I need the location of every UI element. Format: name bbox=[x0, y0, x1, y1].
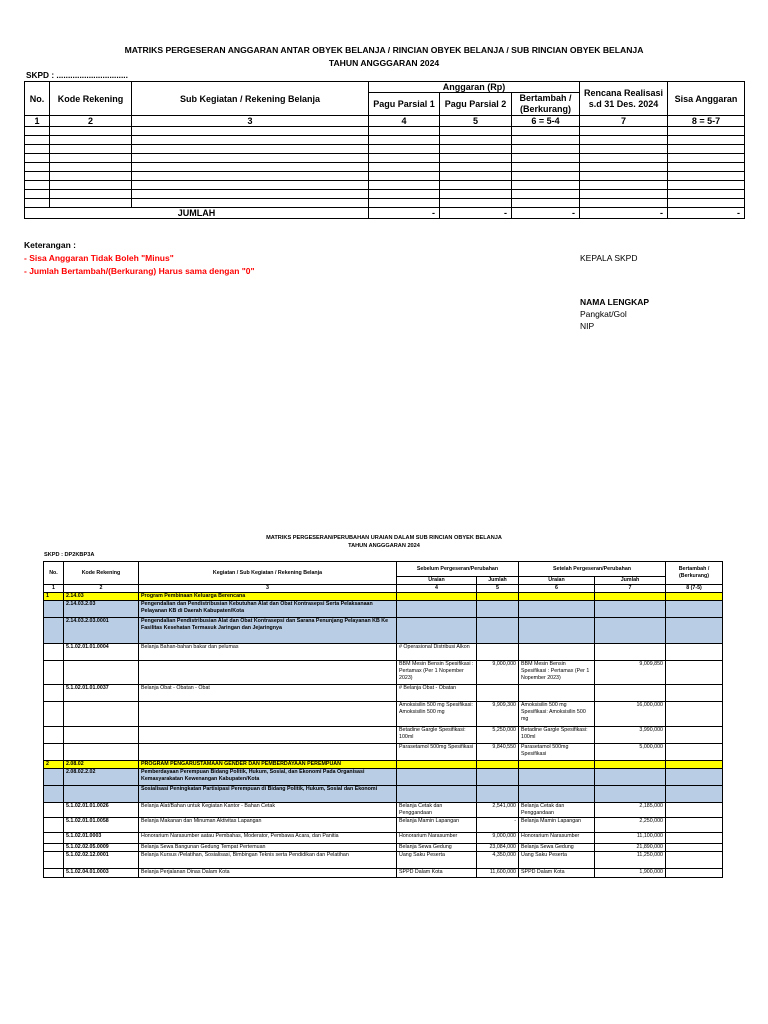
row-kode-rekening: 5.1.02.01.01.0058 bbox=[64, 817, 139, 832]
row-no: 2 bbox=[44, 760, 64, 768]
row-selisih bbox=[666, 592, 723, 600]
row-uraian-setelah bbox=[519, 760, 595, 768]
row-jumlah-setelah bbox=[595, 600, 666, 617]
row-uraian-setelah bbox=[519, 785, 595, 802]
row-uraian-sebelum: Belanja Sewa Gedung bbox=[397, 843, 477, 851]
row-jumlah-setelah: 5,000,000 bbox=[595, 743, 666, 760]
row-kegiatan bbox=[139, 743, 397, 760]
top-title: MATRIKS PERGESERAN ANGGARAN ANTAR OBYEK BELANJA / RINCIAN OBYEK BELANJA / SUB RINCIAN OBYEK BELANJA bbox=[124, 45, 644, 55]
row-selisih bbox=[666, 743, 723, 760]
empty-row bbox=[25, 145, 745, 154]
row-kode-rekening: 5.1.02.02.05.0009 bbox=[64, 843, 139, 851]
row-uraian-setelah: Belanja Mamin Lapangan bbox=[519, 817, 595, 832]
row-jumlah-sebelum: - bbox=[477, 817, 519, 832]
signature-nip: NIP bbox=[580, 321, 595, 331]
row-uraian-sebelum: Honorarium Narasumber bbox=[397, 832, 477, 843]
row-selisih bbox=[666, 843, 723, 851]
jumlah-row bbox=[25, 208, 745, 219]
row-jumlah-sebelum: 4,350,000 bbox=[477, 851, 519, 868]
row-no bbox=[44, 726, 64, 743]
row-kegiatan bbox=[139, 660, 397, 684]
col-num: 2 bbox=[50, 116, 132, 127]
row-uraian-sebelum: SPPD Dalam Kota bbox=[397, 868, 477, 877]
table-row bbox=[44, 802, 723, 817]
row-kegiatan: Belanja Perjalanan Dinas Dalam Kota bbox=[139, 868, 397, 877]
top-skpd-label: SKPD : ............................... bbox=[26, 70, 128, 80]
row-uraian-setelah: Betadine Gargle Spesifikasi: 100ml bbox=[519, 726, 595, 743]
row-kegiatan: Belanja Sewa Bangunan Gedung Tempat Pertemuan bbox=[139, 843, 397, 851]
table-row bbox=[44, 843, 723, 851]
table-row bbox=[44, 600, 723, 617]
row-jumlah-sebelum bbox=[477, 768, 519, 785]
row-uraian-sebelum bbox=[397, 760, 477, 768]
row-uraian-setelah bbox=[519, 768, 595, 785]
row-no bbox=[44, 743, 64, 760]
table-row bbox=[44, 684, 723, 701]
row-jumlah-setelah: 11,250,000 bbox=[595, 851, 666, 868]
row-jumlah-sebelum bbox=[477, 600, 519, 617]
col-num: 1 bbox=[25, 116, 50, 127]
row-no bbox=[44, 701, 64, 726]
row-kegiatan: Belanja Kursus /Pelatihan, Sosialisasi, Bimbingan Teknis serta Pendidikan dan Pelatihan bbox=[139, 851, 397, 868]
row-uraian-setelah: Belanja Sewa Gedung bbox=[519, 843, 595, 851]
empty-row bbox=[25, 136, 745, 145]
bottom-subtitle: TAHUN ANGGGARAN 2024 bbox=[348, 543, 420, 549]
row-jumlah-sebelum: 2,541,000 bbox=[477, 802, 519, 817]
row-jumlah-sebelum bbox=[477, 785, 519, 802]
header-setelah: Setelah Pergeseran/Perubahan bbox=[519, 562, 666, 577]
row-selisih bbox=[666, 802, 723, 817]
jumlah-value: - bbox=[580, 208, 668, 219]
row-jumlah-setelah: 9,009,850 bbox=[595, 660, 666, 684]
row-kode-rekening bbox=[64, 726, 139, 743]
header-sub-kegiatan: Sub Kegiatan / Rekening Belanja bbox=[132, 82, 369, 116]
col-num: 3 bbox=[132, 116, 369, 127]
row-no bbox=[44, 832, 64, 843]
row-jumlah-sebelum: 11,600,000 bbox=[477, 868, 519, 877]
row-kegiatan bbox=[139, 701, 397, 726]
row-uraian-sebelum: Belanja Mamin Lapangan bbox=[397, 817, 477, 832]
table-row bbox=[44, 617, 723, 643]
column-number-row bbox=[25, 116, 745, 127]
row-no: 1 bbox=[44, 592, 64, 600]
signature-position: KEPALA SKPD bbox=[580, 253, 638, 263]
row-no bbox=[44, 617, 64, 643]
row-jumlah-setelah bbox=[595, 617, 666, 643]
row-kegiatan: Belanja Alat/Bahan untuk Kegiatan Kantor - Bahan Cetak bbox=[139, 802, 397, 817]
row-no bbox=[44, 802, 64, 817]
row-jumlah-sebelum bbox=[477, 760, 519, 768]
row-jumlah-setelah bbox=[595, 592, 666, 600]
row-kegiatan: Pemberdayaan Perempuan Bidang Politik, Hukum, Sosial, dan Ekonomi Pada Organisasi Kemasyarakatan Kewenangan Kabupaten/Kota bbox=[139, 768, 397, 785]
row-jumlah-setelah: 3,990,000 bbox=[595, 726, 666, 743]
table-row bbox=[44, 785, 723, 802]
row-jumlah-setelah: 16,000,000 bbox=[595, 701, 666, 726]
col-num: 5 bbox=[477, 585, 519, 593]
row-uraian-setelah bbox=[519, 617, 595, 643]
row-kegiatan: Honorarium Narasumber aatau Pembahas, Moderator, Pembawa Acara, dan Panitia bbox=[139, 832, 397, 843]
row-kegiatan bbox=[139, 726, 397, 743]
row-jumlah-setelah bbox=[595, 684, 666, 701]
header-uraian-sebelum: Uraian bbox=[397, 577, 477, 585]
table-row bbox=[44, 592, 723, 600]
row-jumlah-sebelum: 23,084,000 bbox=[477, 843, 519, 851]
row-selisih bbox=[666, 817, 723, 832]
row-no bbox=[44, 868, 64, 877]
row-kode-rekening bbox=[64, 743, 139, 760]
row-selisih bbox=[666, 617, 723, 643]
row-selisih bbox=[666, 684, 723, 701]
row-no bbox=[44, 684, 64, 701]
row-jumlah-sebelum: 9,840,550 bbox=[477, 743, 519, 760]
row-uraian-setelah: Belanja Cetak dan Penggandaan bbox=[519, 802, 595, 817]
row-uraian-setelah: Honorarium Narasumber bbox=[519, 832, 595, 843]
table-row bbox=[44, 760, 723, 768]
table-row bbox=[44, 701, 723, 726]
row-uraian-setelah: SPPD Dalam Kota bbox=[519, 868, 595, 877]
row-no bbox=[44, 660, 64, 684]
row-jumlah-sebelum bbox=[477, 684, 519, 701]
row-no bbox=[44, 643, 64, 660]
row-kode-rekening: 5.1.02.01.01.0026 bbox=[64, 802, 139, 817]
note-jumlah-bertambah: - Jumlah Bertambah/(Berkurang) Harus sama dengan "0" bbox=[24, 266, 255, 276]
row-selisih bbox=[666, 868, 723, 877]
col-num: 8 = 5-7 bbox=[668, 116, 745, 127]
col-num: 3 bbox=[139, 585, 397, 593]
row-kode-rekening bbox=[64, 785, 139, 802]
header-bertambah: Bertambah / (Berkurang) bbox=[666, 562, 723, 585]
bottom-title: MATRIKS PERGESERAN/PERUBAHAN URAIAN DALAM SUB RINCIAN OBYEK BELANJA bbox=[266, 535, 502, 541]
jumlah-value: - bbox=[440, 208, 512, 219]
row-kegiatan: Belanja Obat - Obatan - Obat bbox=[139, 684, 397, 701]
col-num: 6 = 5-4 bbox=[512, 116, 580, 127]
header-bertambah: Bertambah / (Berkurang) bbox=[512, 93, 580, 116]
row-uraian-sebelum: Belanja Cetak dan Penggandaan bbox=[397, 802, 477, 817]
header-anggaran: Anggaran (Rp) bbox=[369, 82, 580, 93]
row-jumlah-sebelum: 5,250,000 bbox=[477, 726, 519, 743]
jumlah-value: - bbox=[668, 208, 745, 219]
row-jumlah-setelah bbox=[595, 768, 666, 785]
col-num: 6 bbox=[519, 585, 595, 593]
row-kode-rekening: 5.1.02.02.12.0001 bbox=[64, 851, 139, 868]
table-row bbox=[44, 851, 723, 868]
row-uraian-sebelum bbox=[397, 768, 477, 785]
col-num: 4 bbox=[397, 585, 477, 593]
row-kode-rekening: 2.08.02 bbox=[64, 760, 139, 768]
col-num: 8 (7-5) bbox=[666, 585, 723, 593]
header-kode-rekening: Kode Rekening bbox=[64, 562, 139, 585]
header-pagu-parsial-2: Pagu Parsial 2 bbox=[440, 93, 512, 116]
row-jumlah-sebelum bbox=[477, 592, 519, 600]
column-number-row bbox=[44, 585, 723, 593]
row-jumlah-setelah: 11,100,000 bbox=[595, 832, 666, 843]
row-jumlah-setelah: 21,890,000 bbox=[595, 843, 666, 851]
row-kode-rekening: 5.1.02.01.0003 bbox=[64, 832, 139, 843]
row-jumlah-setelah: 1,900,000 bbox=[595, 868, 666, 877]
row-uraian-sebelum bbox=[397, 592, 477, 600]
header-no: No. bbox=[25, 82, 50, 116]
col-num: 4 bbox=[369, 116, 440, 127]
table-row bbox=[44, 660, 723, 684]
empty-row bbox=[25, 163, 745, 172]
header-uraian-setelah: Uraian bbox=[519, 577, 595, 585]
row-kode-rekening: 5.1.02.01.01.0004 bbox=[64, 643, 139, 660]
table-row bbox=[44, 832, 723, 843]
row-selisih bbox=[666, 701, 723, 726]
row-no bbox=[44, 843, 64, 851]
header-sebelum: Sebelum Pergeseran/Perubahan bbox=[397, 562, 519, 577]
row-kode-rekening bbox=[64, 701, 139, 726]
table-row bbox=[44, 643, 723, 660]
row-uraian-sebelum bbox=[397, 785, 477, 802]
row-uraian-sebelum: Uang Saku Peserta bbox=[397, 851, 477, 868]
keterangan-label: Keterangan : bbox=[24, 240, 76, 250]
row-kode-rekening: 5.1.02.04.01.0003 bbox=[64, 868, 139, 877]
row-uraian-setelah bbox=[519, 600, 595, 617]
row-uraian-sebelum: Betadine Gargle Spesifikasi: 100ml bbox=[397, 726, 477, 743]
row-selisih bbox=[666, 660, 723, 684]
table-row bbox=[44, 868, 723, 877]
bottom-skpd-label: SKPD : DP2KBP3A bbox=[44, 552, 95, 558]
empty-row bbox=[25, 199, 745, 208]
row-uraian-setelah: Parasetamol 500mg Spesifikasi bbox=[519, 743, 595, 760]
col-num: 7 bbox=[580, 116, 668, 127]
row-uraian-sebelum bbox=[397, 600, 477, 617]
row-jumlah-setelah: 2,185,000 bbox=[595, 802, 666, 817]
budget-shift-table bbox=[24, 81, 745, 219]
row-selisih bbox=[666, 760, 723, 768]
row-no bbox=[44, 768, 64, 785]
row-selisih bbox=[666, 600, 723, 617]
row-jumlah-sebelum bbox=[477, 617, 519, 643]
header-kode-rekening: Kode Rekening bbox=[50, 82, 132, 116]
row-kegiatan: Pengendalian Pendistribusian Alat dan Obat Kontrasepsi dan Sarana Penunjang Pelayanan KB Ke Fasilitas Kesehatan Termasuk Jaringan dan Jejaringnya bbox=[139, 617, 397, 643]
row-no bbox=[44, 600, 64, 617]
row-jumlah-sebelum: 9,909,300 bbox=[477, 701, 519, 726]
row-kegiatan: Belanja Makanan dan Minuman Aktivitas Lapangan bbox=[139, 817, 397, 832]
row-kode-rekening bbox=[64, 660, 139, 684]
row-kode-rekening: 2.14.03.2.03 bbox=[64, 600, 139, 617]
empty-row bbox=[25, 127, 745, 136]
empty-row bbox=[25, 154, 745, 163]
row-selisih bbox=[666, 643, 723, 660]
top-subtitle: TAHUN ANGGGARAN 2024 bbox=[328, 58, 440, 68]
header-jumlah-setelah: Jumlah bbox=[595, 577, 666, 585]
row-uraian-sebelum: Parasetamol 500mg Spesifikasi bbox=[397, 743, 477, 760]
col-num: 7 bbox=[595, 585, 666, 593]
jumlah-label: JUMLAH bbox=[25, 208, 369, 219]
header-rencana-realisasi: Rencana Realisasi s.d 31 Des. 2024 bbox=[580, 82, 668, 116]
table-row bbox=[44, 726, 723, 743]
row-jumlah-sebelum: 9,000,000 bbox=[477, 832, 519, 843]
jumlah-value: - bbox=[512, 208, 580, 219]
note-sisa-anggaran: - Sisa Anggaran Tidak Boleh "Minus" bbox=[24, 253, 174, 263]
row-kode-rekening: 2.14.03.2.03.0001 bbox=[64, 617, 139, 643]
row-uraian-setelah bbox=[519, 592, 595, 600]
table-row bbox=[44, 817, 723, 832]
row-uraian-setelah: Amoksisilin 500 mg Spesifikasi: Amoksisilin 500 mg bbox=[519, 701, 595, 726]
row-selisih bbox=[666, 726, 723, 743]
row-uraian-sebelum: BBM Mesin Bensin Spesifikasi : Pertamax (Per 1 Nopember 2023) bbox=[397, 660, 477, 684]
row-no bbox=[44, 785, 64, 802]
signature-rank: Pangkat/Gol bbox=[580, 309, 627, 319]
row-uraian-sebelum: # Operasional Distribusi Alkon bbox=[397, 643, 477, 660]
header-no: No. bbox=[44, 562, 64, 585]
row-jumlah-setelah: 2,250,000 bbox=[595, 817, 666, 832]
row-uraian-sebelum: Amoksisilin 500 mg Spesifikasi: Amoksisilin 500 mg bbox=[397, 701, 477, 726]
empty-row bbox=[25, 172, 745, 181]
header-sisa-anggaran: Sisa Anggaran bbox=[668, 82, 745, 116]
row-kode-rekening: 2.14.03 bbox=[64, 592, 139, 600]
row-uraian-sebelum: # Belanja Obat - Obatan bbox=[397, 684, 477, 701]
row-jumlah-sebelum bbox=[477, 643, 519, 660]
col-num: 1 bbox=[44, 585, 64, 593]
row-selisih bbox=[666, 768, 723, 785]
empty-row bbox=[25, 190, 745, 199]
col-num: 5 bbox=[440, 116, 512, 127]
row-selisih bbox=[666, 832, 723, 843]
row-kode-rekening: 5.1.02.01.01.0037 bbox=[64, 684, 139, 701]
row-uraian-setelah: BBM Mesin Bensin Spesifikasi : Pertamax (Per 1 Nopember 2023) bbox=[519, 660, 595, 684]
empty-row bbox=[25, 181, 745, 190]
row-uraian-setelah bbox=[519, 643, 595, 660]
col-num: 2 bbox=[64, 585, 139, 593]
table-row bbox=[44, 743, 723, 760]
row-kode-rekening: 2.08.02.2.02 bbox=[64, 768, 139, 785]
uraian-shift-table bbox=[43, 561, 723, 878]
uraian-rows bbox=[44, 592, 723, 877]
header-jumlah-sebelum: Jumlah bbox=[477, 577, 519, 585]
row-kegiatan: Pengendalian dan Pendistribusian Kebutuhan Alat dan Obat Kontrasepsi Serta Pelaksanaan Pelayanan KB di Daerah Kabupaten/Kota bbox=[139, 600, 397, 617]
signature-name: NAMA LENGKAP bbox=[580, 297, 650, 307]
row-uraian-setelah: Uang Saku Peserta bbox=[519, 851, 595, 868]
header-kegiatan: Kegiatan / Sub Kegiatan / Rekening Belanja bbox=[139, 562, 397, 585]
row-jumlah-setelah bbox=[595, 785, 666, 802]
row-uraian-sebelum bbox=[397, 617, 477, 643]
header-pagu-parsial-1: Pagu Parsial 1 bbox=[369, 93, 440, 116]
row-kegiatan: Program Pembinaan Keluarga Berencana bbox=[139, 592, 397, 600]
row-jumlah-setelah bbox=[595, 760, 666, 768]
row-jumlah-setelah bbox=[595, 643, 666, 660]
row-jumlah-sebelum: 9,000,000 bbox=[477, 660, 519, 684]
row-kegiatan: Belanja Bahan-bahan bakar dan pelumas bbox=[139, 643, 397, 660]
row-no bbox=[44, 817, 64, 832]
row-selisih bbox=[666, 851, 723, 868]
row-no bbox=[44, 851, 64, 868]
row-kegiatan: Sosialisasi Peningkatan Partisipasi Perempuan di Bidang Politik, Hukum, Sosial dan Ekonomi bbox=[139, 785, 397, 802]
jumlah-value: - bbox=[369, 208, 440, 219]
row-kegiatan: PROGRAM PENGARUSTAMAAN GENDER DAN PEMBERDAYAAN PEREMPUAN bbox=[139, 760, 397, 768]
row-selisih bbox=[666, 785, 723, 802]
row-uraian-setelah bbox=[519, 684, 595, 701]
table-row bbox=[44, 768, 723, 785]
